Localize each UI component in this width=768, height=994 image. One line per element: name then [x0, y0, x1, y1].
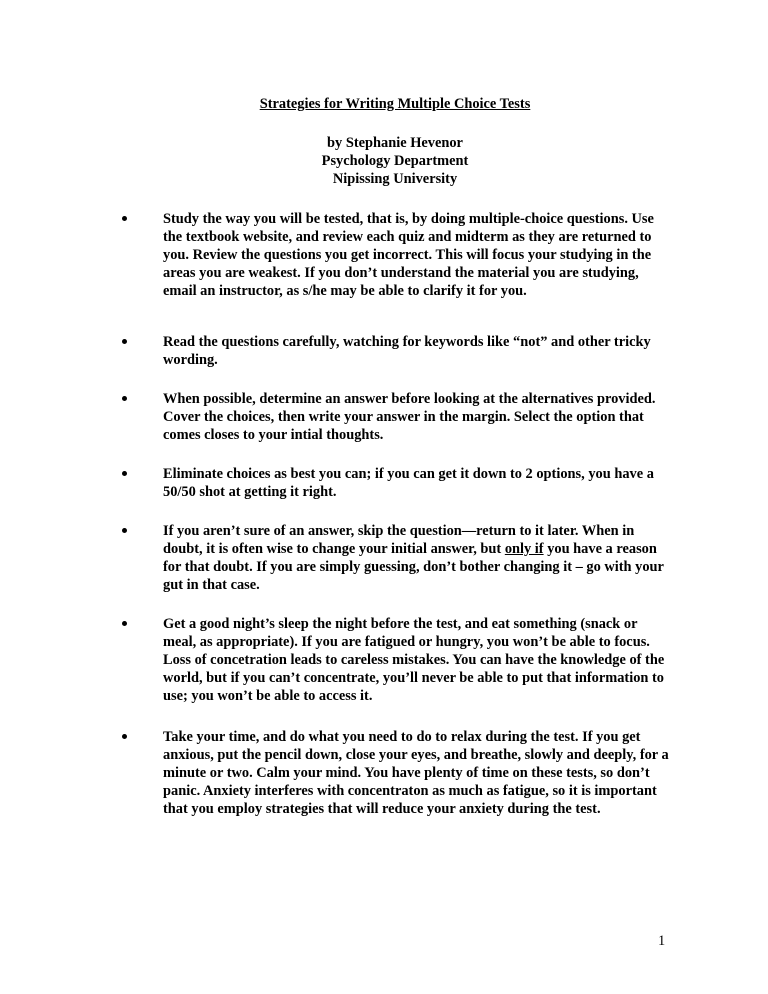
bullet-icon: [122, 471, 127, 476]
bullet-icon: [122, 216, 127, 221]
bullet-icon: [122, 621, 127, 626]
list-item-text: Get a good night’s sleep the night before the test, and eat something (snack or meal, as appropriate). If you are fatigued or hungry, you won’t be able to focus. Loss of concetration leads to careless mistakes. You can have the knowledge of the world, but if you can’t concentrate, you’ll never be able to put that information to use; you won’t be able to access it.: [163, 616, 665, 704]
byline-department: Psychology Department: [321, 153, 469, 169]
bullet-icon: [122, 396, 127, 401]
bullet-icon: [122, 339, 127, 344]
byline: [0, 134, 768, 188]
list-item-text: Study the way you will be tested, that is, by doing multiple-choice questions. Use the textbook website, and review each quiz and midterm as they are returned to you. Review the questions you get incorrect. This will focus your studying in the areas you are weakest. If you don’t understand the material you are studying, email an instructor, as s/he may be able to clarify it for you.: [163, 211, 654, 299]
list-item-text: Read the questions carefully, watching for keywords like “not” and other tricky wording.: [163, 334, 651, 368]
list-item-text: When possible, determine an answer before looking at the alternatives provided. Cover the choices, then write your answer in the margin. Select the option that comes closes to your intial thoughts.: [163, 391, 656, 443]
list-item-text: [163, 522, 673, 594]
bullet-icon: [122, 528, 127, 533]
list-item-text: Take your time, and do what you need to do to relax during the test. If you get anxious, put the pencil down, close your eyes, and breathe, slowly and deeply, for a minute or two. Calm your mind. You have plenty of time on these tests, so don’t panic. Anxiety interferes with concentraton as much as fatigue, so it is important that you employ strategies that will reduce your anxiety during the test.: [163, 729, 669, 817]
document-title: Strategies for Writing Multiple Choice Tests: [259, 96, 531, 112]
bullet-icon: [122, 734, 127, 739]
list-item-text-after: you have a reason for that doubt. If you are simply guessing, don’t bother changing it – go with your gut in that case.: [163, 541, 664, 593]
byline-institution: Nipissing University: [332, 171, 458, 187]
underlined-emphasis: only if: [504, 541, 544, 557]
page-number: 1: [658, 933, 666, 949]
list-item-text-before: If you aren’t sure of an answer, skip the question—return to it later. When in doubt, it is often wise to change your initial answer, but: [163, 523, 635, 557]
byline-author: by Stephanie Hevenor: [327, 135, 463, 151]
list-item-text: Eliminate choices as best you can; if you can get it down to 2 options, you have a 50/50 shot at getting it right.: [163, 466, 654, 500]
